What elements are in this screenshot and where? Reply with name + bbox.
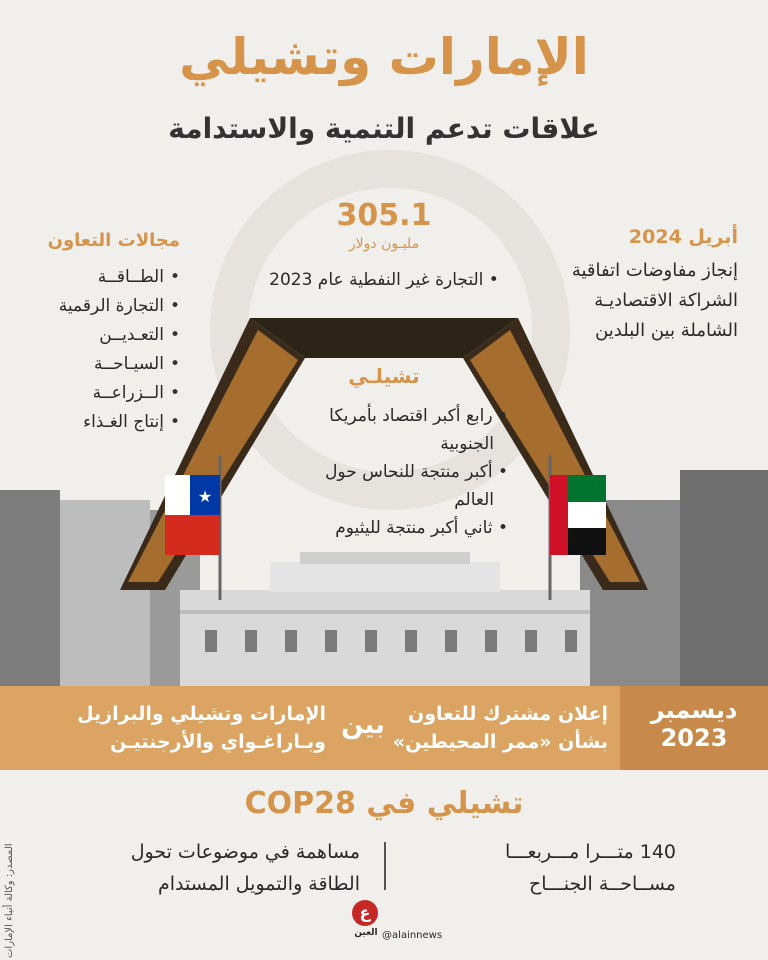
december-band [0,686,768,770]
page-title: الإمارات وتشيلي [179,28,589,86]
alain-logo-icon: ع [352,900,378,926]
cooperation-item: • إنتاج الغـذاء [30,408,180,437]
fact-line: أكبر منتجة للنحاس حول [325,462,493,482]
cooperation-item: • التجارة الرقمية [30,292,180,321]
chile-facts [260,402,508,542]
april-heading: أبريل 2024 [628,226,738,248]
fact-line: رابع أكبر اقتصاد بأمريكا [329,406,493,426]
cop-area-block [406,836,676,900]
cooperation-heading: مجالات التعاون [47,230,180,251]
cop-contribution-block [90,836,360,900]
december-date-box [620,686,768,770]
chile-fact: • ثاني أكبر منتجة لليثيوم [335,518,508,538]
fact-line: الجنوبية [440,434,494,454]
chile-fact: • رابع أكبر اقتصاد بأمريكا [329,406,508,426]
december-announcement [388,700,608,756]
between-label: بين [341,710,385,740]
svg-text:★: ★ [197,487,213,506]
fact-line: ثاني أكبر منتجة لليثيوم [335,518,493,538]
april-line: إنجاز مفاوضات اتفاقية [571,260,738,281]
social-handle: @alainnews [382,930,443,941]
april-line: الشراكة الاقتصاديـة [594,290,738,311]
cooperation-item: • السيـاحــة [30,350,180,379]
trade-label: التجارة غير النفطية عام 2023 [269,270,484,290]
source-text: المصدر: وكالة أنباء الإمارات [4,843,15,958]
cooperation-item: • التعـديــن [30,321,180,350]
parties-line: وبـاراغـواي والأرجنتيـن [110,731,326,753]
december-month: ديسمبر [650,696,738,724]
cop-title: تشيلي في COP28 [244,786,524,821]
uae-flag-icon [550,475,606,555]
cop-area-value: 140 متـــرا مـــربعـــا [504,841,676,863]
page-subtitle: علاقات تدعم التنمية والاستدامة [168,112,600,145]
chile-heading: تشيلـي [348,364,420,388]
chile-section [260,364,508,542]
announcement-line: إعلان مشترك للتعاون [408,703,608,725]
cooperation-item: • الــزراعــة [30,379,180,408]
fact-line: العالم [454,490,494,510]
trade-text: • التجارة غير النفطية عام 2023 [269,270,499,290]
december-year: 2023 [660,724,728,752]
trade-value: 305.1 [336,198,432,233]
chile-fact: • أكبر منتجة للنحاس حول [325,462,508,482]
source-note [4,808,22,958]
december-parties [56,700,326,756]
april-line: الشاملة بين البلدين [595,320,738,341]
cop-area-label: مســاحــة الجنـــاح [529,873,676,895]
announcement-line: بشأن «ممر المحيطين» [392,731,608,753]
chile-flag-icon [165,475,220,555]
cop-contribution-line: الطاقة والتمويل المستدام [158,873,360,895]
trade-unit: مليـون دولار [348,236,420,252]
cop-divider [384,842,386,890]
cooperation-item: • الطــاقــة [30,263,180,292]
parties-line: الإمارات وتشيلي والبرازيل [77,703,326,725]
logo-text: العين [354,928,378,938]
cop-contribution-line: مساهمة في موضوعات تحول [130,841,360,863]
